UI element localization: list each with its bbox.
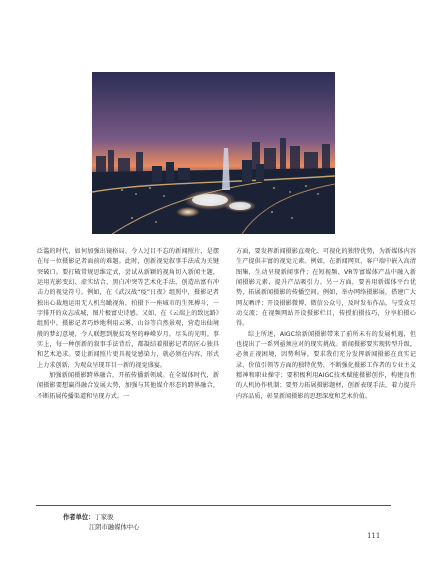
- author-label: 作者单位：: [63, 514, 95, 521]
- page-number: 111: [367, 532, 381, 540]
- paragraph: 泛滥的时代，如何加强出镜格局、令人过目不忘的新闻照片，是摆在每一位摄影记者面前的难题。此时，创新视觉叙事手法成为关键突破口。要打破常规思维定式，尝试从新颖的视角切入新闻主题，运用光影变幻、虚实结合、黑白冲突等艺术化手法，创造出富有冲击力的视觉符号。例如，在《武汉战“疫”日夜》组照中，摄影记者独出心裁地运用无人机鸟瞰视角，拍摄下一座城市的生死搏斗，一字排开的众志成城，图片极富史诗感。又如，在《云端上的致远路》组照中，摄影记者巧妙地利用云雾、山谷等自然景观，营造出仙境般的梦幻意境，令人联想到脱贫攻坚的峥嵘岁月，尽头的光明。事实上，每一种创新的叙事手法背后，都凝结着摄影记者的匠心独具和艺术追求。要让新闻照片更具视觉感染力，就必须在内容、形式上力求创新，为观众呈现耳目一新的视觉盛宴。: [37, 248, 219, 369]
- right-column: [236, 247, 416, 402]
- city-aerial-photo: [92, 72, 335, 234]
- paragraph: 方面，要发挥新闻摄影直观化、可视化的独特优势，为新媒体内容生产提供丰富的视觉元素。例如，在新闻网页、客户端中嵌入高清图集，生动呈现新闻事件；在短视频、VR等富媒体产品中融入新闻摄影元素，提升产品吸引力。另一方面，要善用新媒体平台优势，拓展新闻摄影的传播空间。例如，举办网络摄影展，搭建广大网友晒评；开设摄影微博、微信公众号，及时发布作品，与受众互动交流；在视频网站开设摄影栏目，传授拍摄技巧，分享拍摄心得。: [236, 248, 416, 328]
- author-name: 丁家骏: [94, 514, 114, 521]
- paragraph: 加强新闻摄影跨界融合，开拓传播新领域。在全媒体时代，新闻摄影要想赢得融合发展大势，加强与其他媒介形态的跨界融合，不断拓展传播渠道和呈现方式。一: [37, 372, 219, 400]
- footer-divider: [36, 505, 391, 506]
- author-info: [63, 513, 139, 533]
- paragraph: 综上所述，AIGC给新闻摄影带来了前所未有的发展机遇，但也提出了一系列亟须应对的现实挑战。新闻摄影要实现转型升级，必须正视困境，因势利导，要求我们充分发挥新闻摄影在真实记录、价值引领等方面的独特优势，不断强化摄影工作者的专业主义精神和职业操守；要积极利用AIGC技术赋能摄影创作，构建良性的人机协作机制；要努力拓展摄影题材，创新表现手法，着力提升内容品质，彰显新闻摄影的思想深度和艺术价值。: [236, 330, 416, 400]
- city-aerial-night-photo-icon: [92, 72, 335, 234]
- author-organization: 江阴市融媒体中心: [89, 524, 140, 531]
- left-column: [37, 247, 219, 402]
